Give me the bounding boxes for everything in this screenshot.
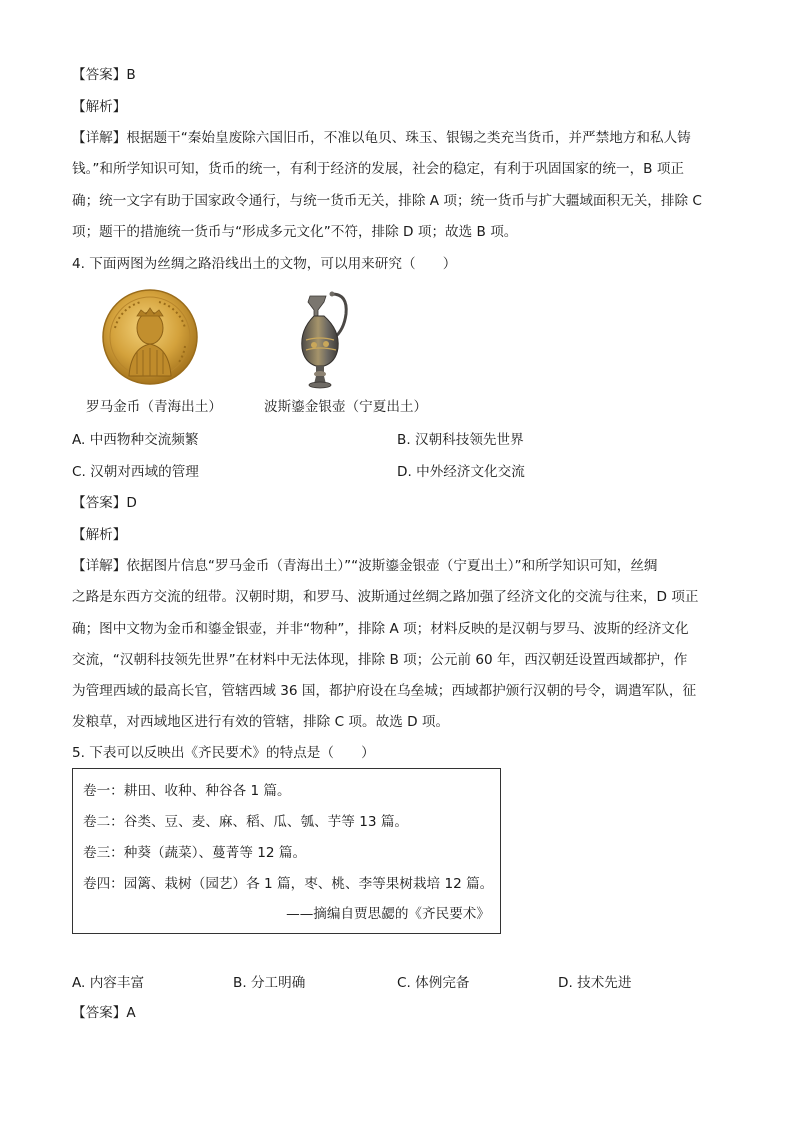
q5-stem: 5. 下表可以反映出《齐民要术》的特点是（ ） xyxy=(72,745,375,761)
q3-detail-line-2: 钱。”和所学知识可知，货币的统一，有利于经济的发展，社会的稳定，有利于巩固国家的统一，B 项正 xyxy=(72,161,685,177)
q4-detail-line-3: 确；图中文物为金币和鎏金银壶，并非“物种”，排除 A 项；材料反映的是汉朝与罗马、波斯的经济文化 xyxy=(72,621,689,637)
q5-option-d: D. 技术先进 xyxy=(558,975,632,991)
figure-caption-ewer: 波斯鎏金银壶（宁夏出土） xyxy=(264,399,428,415)
persian-gilt-silver-ewer-image xyxy=(294,290,354,390)
roman-gold-coin-image xyxy=(101,288,199,386)
q4-detail-line-1: 【详解】依据图片信息“罗马金币（青海出土）”“波斯鎏金银壶（宁夏出土）”和所学知识可知，丝绸 xyxy=(72,558,658,574)
q4-option-c: C. 汉朝对西域的管理 xyxy=(72,464,199,480)
q5-option-c: C. 体例完备 xyxy=(397,975,470,991)
q5-option-b: B. 分工明确 xyxy=(233,975,306,991)
q4-detail-line-2: 之路是东西方交流的纽带。汉朝时期，和罗马、波斯通过丝绸之路加强了经济文化的交流与往来，D 项正 xyxy=(72,589,699,605)
q5-material-table xyxy=(72,768,501,934)
table-row: 卷三：种葵（蔬菜）、蔓菁等 12 篇。 xyxy=(83,845,307,861)
q4-analysis-label: 【解析】 xyxy=(72,527,127,543)
q3-detail-line-4: 项；题干的措施统一货币与“形成多元文化”不符，排除 D 项；故选 B 项。 xyxy=(72,224,518,240)
q3-answer: 【答案】B xyxy=(72,67,136,83)
q5-answer: 【答案】A xyxy=(72,1005,136,1021)
table-row: 卷四：园篱、栽树（园艺）各 1 篇，枣、桃、李等果树栽培 12 篇。 xyxy=(83,876,494,892)
q5-option-a: A. 内容丰富 xyxy=(72,975,145,991)
q3-analysis-label: 【解析】 xyxy=(72,99,127,115)
q4-detail-line-5: 为管理西域的最高长官，管辖西域 36 国，都护府设在乌垒城；西域都护颁行汉朝的号令，调遣军队，征 xyxy=(72,683,697,699)
q4-option-a: A. 中西物种交流频繁 xyxy=(72,432,199,448)
q3-detail-line-3: 确；统一文字有助于国家政令通行，与统一货币无关，排除 A 项；统一货币与扩大疆域面积无关，排除 C xyxy=(72,193,702,209)
table-row: 卷二：谷类、豆、麦、麻、稻、瓜、瓠、芋等 13 篇。 xyxy=(83,814,409,830)
q3-detail-line-1: 【详解】根据题干“秦始皇废除六国旧币，不准以龟贝、珠玉、银锡之类充当货币，并严禁地方和私人铸 xyxy=(72,130,691,146)
q4-option-b: B. 汉朝科技领先世界 xyxy=(397,432,524,448)
q4-option-d: D. 中外经济文化交流 xyxy=(397,464,525,480)
table-row: 卷一：耕田、收种、种谷各 1 篇。 xyxy=(83,783,291,799)
q4-stem: 4. 下面两图为丝绸之路沿线出土的文物，可以用来研究（ ） xyxy=(72,256,457,272)
q4-detail-line-4: 交流，“汉朝科技领先世界”在材料中无法体现，排除 B 项；公元前 60 年，西汉朝廷设置西域都护，作 xyxy=(72,652,688,668)
figure-caption-coin: 罗马金币（青海出土） xyxy=(86,399,222,415)
q4-answer: 【答案】D xyxy=(72,495,137,511)
table-source: ——摘编自贾思勰的《齐民要术》 xyxy=(286,906,490,922)
q4-detail-line-6: 发粮草，对西域地区进行有效的管辖，排除 C 项。故选 D 项。 xyxy=(72,714,450,730)
